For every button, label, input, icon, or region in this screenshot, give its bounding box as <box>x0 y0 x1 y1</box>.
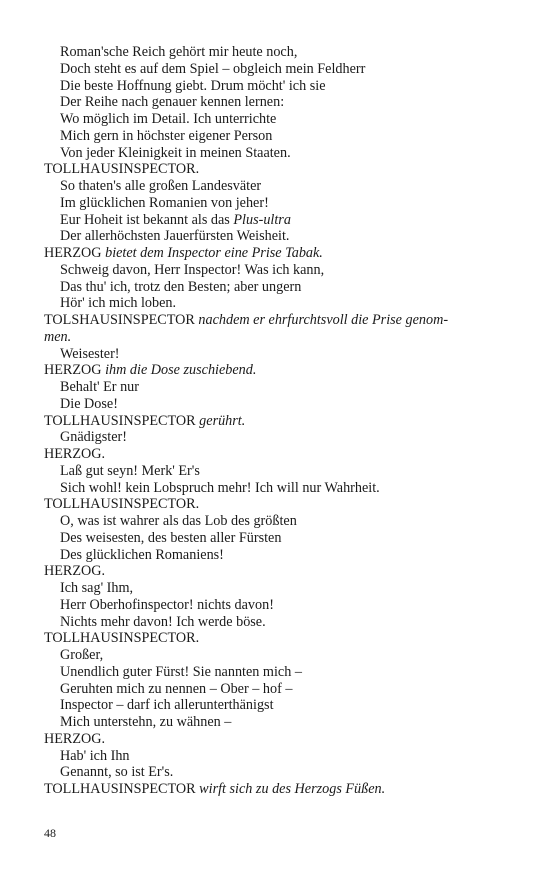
verse-line <box>44 178 514 195</box>
line-text: Der allerhöchsten Jauerfürsten Weisheit. <box>60 228 290 245</box>
verse-line <box>44 714 514 731</box>
verse-line <box>44 94 514 111</box>
verse-line <box>44 128 514 145</box>
line-text: TOLLHAUSINSPECTOR. <box>44 161 200 178</box>
verse-line <box>44 145 514 162</box>
speaker-line <box>44 446 514 463</box>
verse-line <box>44 228 514 245</box>
line-text: HERZOG. <box>44 446 106 462</box>
line-text: Der Reihe nach genauer kennen lernen: <box>60 94 285 111</box>
verse-line <box>44 279 514 296</box>
verse-line <box>44 597 514 614</box>
line-text: Eur Hoheit ist bekannt als das <box>60 211 234 228</box>
verse-line <box>44 295 514 312</box>
verse-line <box>44 664 514 681</box>
verse-line <box>44 44 514 61</box>
verse-line <box>44 463 514 480</box>
speaker-line <box>44 781 514 798</box>
line-text: TOLLHAUSINSPECTOR. <box>44 496 200 513</box>
stage-direction: men. <box>44 328 72 345</box>
stage-direction: nachdem er ehrfurchtsvoll die Prise genom- <box>198 312 449 328</box>
verse-line <box>44 61 514 78</box>
line-text: TOLSHAUSINSPECTOR <box>44 312 199 328</box>
speaker-line <box>44 245 514 262</box>
verse-line <box>44 212 514 229</box>
line-text: Ich sag' Ihm, <box>60 580 134 596</box>
line-text: Die Dose! <box>60 395 118 412</box>
line-text: HERZOG. <box>44 563 106 580</box>
verse-line <box>44 429 514 446</box>
line-text: HERZOG. <box>44 730 106 747</box>
verse-line <box>44 681 514 698</box>
verse-line <box>44 697 514 714</box>
line-text: So thaten's alle großen Landesväter <box>60 178 262 194</box>
line-text: TOLLHAUSINSPECTOR <box>44 412 200 429</box>
line-text: Im glücklichen Romanien von jeher! <box>60 194 269 211</box>
verse-line <box>44 764 514 781</box>
line-text: Genannt, so ist Er's. <box>60 764 174 781</box>
line-text: Herr Oberhofinspector! nichts davon! <box>60 596 274 613</box>
page-number: 48 <box>44 826 56 840</box>
line-text: Hör' ich mich loben. <box>60 295 177 312</box>
speaker-line <box>44 731 514 748</box>
line-text: Von jeder Kleinigkeit in meinen Staaten. <box>60 144 291 161</box>
speaker-line <box>44 563 514 580</box>
line-text: HERZOG <box>44 245 106 261</box>
speaker-line <box>44 362 514 379</box>
line-text: Das thu' ich, trotz den Besten; aber ungern <box>60 278 302 295</box>
line-text: Wo möglich im Detail. Ich unterrichte <box>60 111 277 127</box>
play-text <box>44 44 514 798</box>
line-text: Sich wohl! kein Lobspruch mehr! Ich will nur Wahrheit. <box>60 479 380 496</box>
verse-line <box>44 78 514 95</box>
speaker-line <box>44 630 514 647</box>
verse-line <box>44 379 514 396</box>
verse-line <box>44 547 514 564</box>
line-text: Inspector – darf ich allerunterthänigst <box>60 697 274 714</box>
line-text: Nichts mehr davon! Ich werde böse. <box>60 613 266 630</box>
verse-line <box>44 346 514 363</box>
line-text: Des weisesten, des besten aller Fürsten <box>60 529 282 546</box>
line-text: Mich unterstehn, zu wähnen – <box>60 714 232 730</box>
line-text: HERZOG <box>44 362 106 379</box>
line-text: Des glücklichen Romaniens! <box>60 546 224 563</box>
line-text: Geruhten mich zu nennen – Ober – hof – <box>60 680 293 697</box>
line-text: Weisester! <box>60 345 120 362</box>
line-text: Behalt' Er nur <box>60 379 139 395</box>
stage-direction: ihm die Dose zuschiebend. <box>105 362 257 379</box>
verse-line <box>44 530 514 547</box>
line-text: Großer, <box>60 647 104 663</box>
line-text: Die beste Hoffnung giebt. Drum möcht' ich sie <box>60 77 326 94</box>
line-text: Schweig davon, Herr Inspector! Was ich kann, <box>60 261 325 278</box>
line-text: Mich gern in höchster eigener Person <box>60 127 273 144</box>
verse-line <box>44 748 514 765</box>
line-text: Hab' ich Ihn <box>60 747 130 764</box>
verse-line <box>44 111 514 128</box>
line-text: Gnädigster! <box>60 429 127 446</box>
speaker-line <box>44 413 514 430</box>
line-text: Laß gut seyn! Merk' Er's <box>60 462 200 479</box>
speaker-line <box>44 161 514 178</box>
stage-direction: Plus-ultra <box>233 211 291 228</box>
verse-line <box>44 480 514 497</box>
verse-line <box>44 580 514 597</box>
stage-direction: bietet dem Inspector eine Prise Tabak. <box>105 245 323 261</box>
speaker-line <box>44 312 514 329</box>
stage-direction: wirft sich zu des Herzogs Füßen. <box>199 781 386 797</box>
verse-line <box>44 195 514 212</box>
line-text: Roman'sche Reich gehört mir heute noch, <box>60 44 298 60</box>
verse-line <box>44 614 514 631</box>
verse-line <box>44 513 514 530</box>
verse-line <box>44 396 514 413</box>
verse-line <box>44 647 514 664</box>
verse-line <box>44 262 514 279</box>
stage-direction-continuation <box>44 329 514 346</box>
line-text: O, was ist wahrer als das Lob des größten <box>60 513 297 529</box>
speaker-line <box>44 496 514 513</box>
line-text: Unendlich guter Fürst! Sie nannten mich – <box>60 663 302 680</box>
line-text: Doch steht es auf dem Spiel – obgleich mein Feldherr <box>60 60 366 77</box>
line-text: TOLLHAUSINSPECTOR <box>44 781 200 797</box>
line-text: TOLLHAUSINSPECTOR. <box>44 630 200 647</box>
stage-direction: gerührt. <box>199 412 246 429</box>
